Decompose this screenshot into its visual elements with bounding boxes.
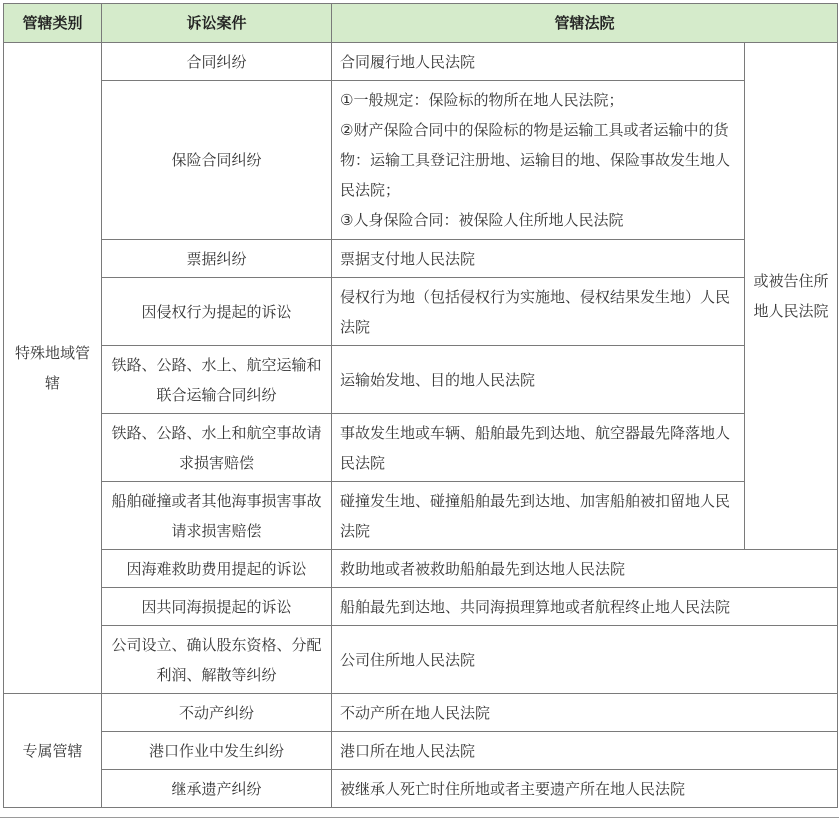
- case-cell: 铁路、公路、水上、航空运输和联合运输合同纠纷: [102, 346, 332, 414]
- table-row: [4, 482, 838, 550]
- table-row: [4, 43, 838, 81]
- table-row: [4, 240, 838, 278]
- table-row: [4, 278, 838, 346]
- case-cell: 因海难救助费用提起的诉讼: [102, 550, 332, 588]
- court-cell: 船舶最先到达地、共同海损理算地或者航程终止地人民法院: [332, 588, 838, 626]
- table-row: [4, 626, 838, 694]
- case-cell: 不动产纠纷: [102, 694, 332, 732]
- case-cell: 铁路、公路、水上和航空事故请求损害赔偿: [102, 414, 332, 482]
- court-cell: 不动产所在地人民法院: [332, 694, 838, 732]
- court-line: ①一般规定：保险标的物所在地人民法院；: [340, 91, 624, 109]
- court-line: ②财产保险合同中的保险标的物是运输工具或者运输中的货物：运输工具登记注册地、运输目的地、保险事故发生地人民法院；: [340, 121, 731, 199]
- court-cell: 合同履行地人民法院: [332, 43, 745, 81]
- table-row: [4, 732, 838, 770]
- table-row: [4, 550, 838, 588]
- court-cell: 票据支付地人民法院: [332, 240, 745, 278]
- header-category: 管辖类别: [4, 4, 102, 43]
- case-cell: 船舶碰撞或者其他海事损害事故请求损害赔偿: [102, 482, 332, 550]
- court-cell: 事故发生地或车辆、船舶最先到达地、航空器最先降落地人民法院: [332, 414, 745, 482]
- category-exclusive: 专属管辖: [4, 694, 102, 808]
- court-cell: 港口所在地人民法院: [332, 732, 838, 770]
- header-case: 诉讼案件: [102, 4, 332, 43]
- court-cell: 被继承人死亡时住所地或者主要遗产所在地人民法院: [332, 770, 838, 808]
- bottom-divider: [0, 817, 839, 818]
- court-cell: 运输始发地、目的地人民法院: [332, 346, 745, 414]
- table-row: [4, 770, 838, 808]
- case-cell: 继承遗产纠纷: [102, 770, 332, 808]
- table-row: [4, 81, 838, 240]
- jurisdiction-table: [3, 3, 838, 808]
- court-cell: 救助地或者被救助船舶最先到达地人民法院: [332, 550, 838, 588]
- table-row: [4, 346, 838, 414]
- defendant-alt-cell: 或被告住所地人民法院: [745, 43, 838, 550]
- header-court: 管辖法院: [332, 4, 838, 43]
- case-cell: 保险合同纠纷: [102, 81, 332, 240]
- court-cell: [332, 81, 745, 240]
- court-line: ③人身保险合同：被保险人住所地人民法院: [340, 211, 624, 229]
- court-cell: 公司住所地人民法院: [332, 626, 838, 694]
- case-cell: 票据纠纷: [102, 240, 332, 278]
- case-cell: 公司设立、确认股东资格、分配利润、解散等纠纷: [102, 626, 332, 694]
- table-row: [4, 414, 838, 482]
- case-cell: 因侵权行为提起的诉讼: [102, 278, 332, 346]
- court-cell: 碰撞发生地、碰撞船舶最先到达地、加害船舶被扣留地人民法院: [332, 482, 745, 550]
- case-cell: 因共同海损提起的诉讼: [102, 588, 332, 626]
- table-row: [4, 694, 838, 732]
- table-row: [4, 588, 838, 626]
- category-special: 特殊地域管辖: [4, 43, 102, 694]
- case-cell: 港口作业中发生纠纷: [102, 732, 332, 770]
- header-row: [4, 4, 838, 43]
- court-cell: 侵权行为地（包括侵权行为实施地、侵权结果发生地）人民法院: [332, 278, 745, 346]
- case-cell: 合同纠纷: [102, 43, 332, 81]
